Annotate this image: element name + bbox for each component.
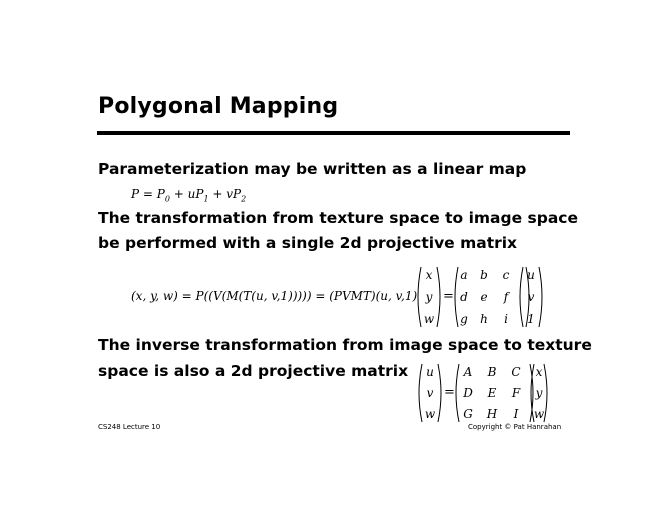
eq-equals: = (139, 187, 157, 201)
eq-sub2: 2 (241, 194, 247, 204)
inv-m-1-0: D (463, 386, 473, 400)
fwd-equals: = (443, 289, 454, 304)
inv-m-1-1: E (487, 386, 497, 400)
inv-rhs-0: x (535, 365, 543, 379)
bullet-transformation-line2: be performed with a single 2d projective matrix (98, 234, 518, 252)
inv-m-2-1: H (486, 407, 498, 421)
fwd-lhs-2: w (423, 312, 435, 326)
eq-sub0: 0 (164, 194, 170, 204)
parameterization-equation (131, 187, 246, 203)
fwd-m-0-1: b (480, 268, 488, 282)
inv-m-2-0: G (463, 407, 473, 421)
inv-rhs-2: w (533, 407, 545, 421)
inv-equals: = (444, 385, 455, 400)
fwd-rhs-2: 1 (527, 312, 535, 326)
fwd-rhs-0: u (527, 268, 535, 282)
fwd-lhs-1: y (425, 290, 433, 304)
fwd-m-2-1: h (480, 312, 488, 326)
footer-lecture: CS248 Lecture 10 (98, 423, 161, 431)
eq-p1: P (195, 187, 204, 201)
eq-u: u (187, 187, 196, 201)
eq-plus1: + (169, 187, 188, 201)
inv-m-0-0: A (463, 365, 473, 379)
eq-sub1: 1 (203, 194, 209, 204)
fwd-rhs-1: v (527, 290, 535, 304)
inv-rhs-1: y (535, 386, 543, 400)
inv-m-0-2: C (511, 365, 521, 379)
fwd-m-1-1: e (480, 290, 488, 304)
inv-m-1-2: F (511, 386, 521, 400)
bullet-inverse-line1: The inverse transformation from image space to texture (98, 336, 592, 354)
eq-v: v (226, 187, 233, 201)
composition-equation: (x, y, w) = P((V(M(T(u, v,1))))) = (PVMT)(u, v,1) (131, 289, 418, 303)
fwd-m-2-0: g (460, 312, 468, 326)
inverse-matrix-equation (414, 362, 552, 424)
footer-copyright: Copyright © Pat Hanrahan (468, 423, 562, 431)
eq-p: P (131, 187, 140, 201)
bullet-transformation-line1: The transformation from texture space to image space (98, 209, 578, 227)
fwd-m-0-2: c (502, 268, 510, 282)
forward-matrix-equation (412, 264, 547, 330)
inv-m-2-2: I (513, 407, 519, 421)
fwd-m-1-2: f (503, 290, 509, 304)
bullet-parameterization: Parameterization may be written as a linear map (98, 160, 527, 178)
inv-lhs-0: u (426, 365, 434, 379)
slide-title: Polygonal Mapping (98, 94, 339, 119)
eq-p0: P (156, 187, 165, 201)
fwd-m-0-0: a (460, 268, 468, 282)
inv-m-0-1: B (487, 365, 497, 379)
inv-lhs-1: v (426, 386, 434, 400)
fwd-lhs-0: x (425, 268, 433, 282)
fwd-m-2-2: i (504, 312, 508, 326)
bullet-inverse-line2: space is also a 2d projective matrix (98, 362, 409, 380)
eq-p2: P (233, 187, 242, 201)
eq-plus2: + (208, 187, 227, 201)
title-underline (97, 131, 570, 135)
fwd-m-1-0: d (460, 290, 468, 304)
inv-lhs-2: w (424, 407, 436, 421)
